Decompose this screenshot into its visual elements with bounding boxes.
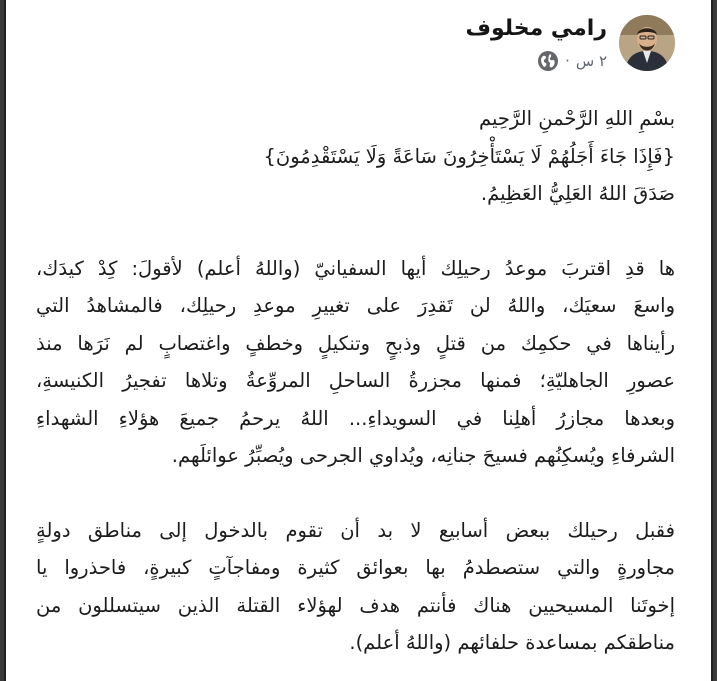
- author-name[interactable]: رامي مخلوف: [465, 16, 607, 41]
- paragraph-verse: [36, 100, 675, 213]
- globe-icon[interactable]: [537, 50, 559, 72]
- text-line: الشرفاءِ ويُسكِنُهم فسيحَ جنانِه، ويُداوي الجرحى ويُصبِّرُ عوائلَهم.: [171, 444, 675, 467]
- post-header: [465, 14, 675, 72]
- text-line: رأيناها في حكمِك من قتلٍ وذبحٍ وتنكيلٍ وخطفٍ واغتصابٍ لم نَرَها منذ: [36, 331, 675, 355]
- paragraph-warning: [36, 512, 675, 662]
- text-line: مناطقكم بمساعدة حلفائهم (واللهُ أعلم).: [349, 631, 675, 654]
- text-line: صَدَقَ اللهُ العَلِيُّ العَظِيمُ.: [480, 182, 675, 205]
- post-time[interactable]: ٢ س: [575, 52, 607, 70]
- profile-photo: [619, 15, 675, 71]
- text-line: بسْمِ اللهِ الرَّحْمنِ الرَّحِيم: [479, 107, 675, 130]
- timestamp-row: [537, 50, 607, 72]
- text-line: ها قدِ اقتربَ موعدُ رحيلِك أيها السفيانيّ (واللهُ أعلم) لأقولَ: كِدْ كيدَك،: [36, 256, 675, 280]
- post-meta: [465, 14, 607, 72]
- text-line: عصورِ الجاهليّةِ؛ فمنها مجزرةُ الساحلِ المروِّعةُ وتلاها تفجيرُ الكنيسةِ،: [36, 369, 675, 392]
- text-line: مجاورةٍ والتي ستصطدمُ بها بعوائق كثيرة ومفاجآتٍ كبيرةٍ، فاحذروا يا: [36, 556, 675, 579]
- facebook-post: [6, 0, 711, 681]
- text-line: إخوتَنا المسيحيين هناك فأنتم هدف لهؤلاء القتلة الذين سيتسللون من: [36, 593, 675, 617]
- text-line: وبعدها مجازرُ أهلِنا في السويداءِ... اللهُ يرحمُ جميعَ هؤلاءِ الشهداءِ: [36, 406, 675, 430]
- text-line: واسعَ سعيَك، واللهُ لن تَقدِرَ على تغييرِ موعدِ رحيلِك، فالمشاهدُ التي: [36, 294, 675, 317]
- screenshot-frame: [4, 0, 713, 681]
- paragraph-message: [36, 250, 675, 475]
- text-line: فقبل رحيلك ببعض أسابيع لا بد أن تقوم بالدخول إلى مناطق دولةٍ: [36, 518, 675, 542]
- separator-dot: ·: [565, 52, 570, 70]
- post-body: [36, 100, 675, 662]
- text-line: {فَإِذَا جَاءَ أَجَلُهُمْ لَا يَسْتَأْخِرُونَ سَاعَةً وَلَا يَسْتَقْدِمُونَ}: [263, 144, 675, 168]
- avatar[interactable]: [619, 15, 675, 71]
